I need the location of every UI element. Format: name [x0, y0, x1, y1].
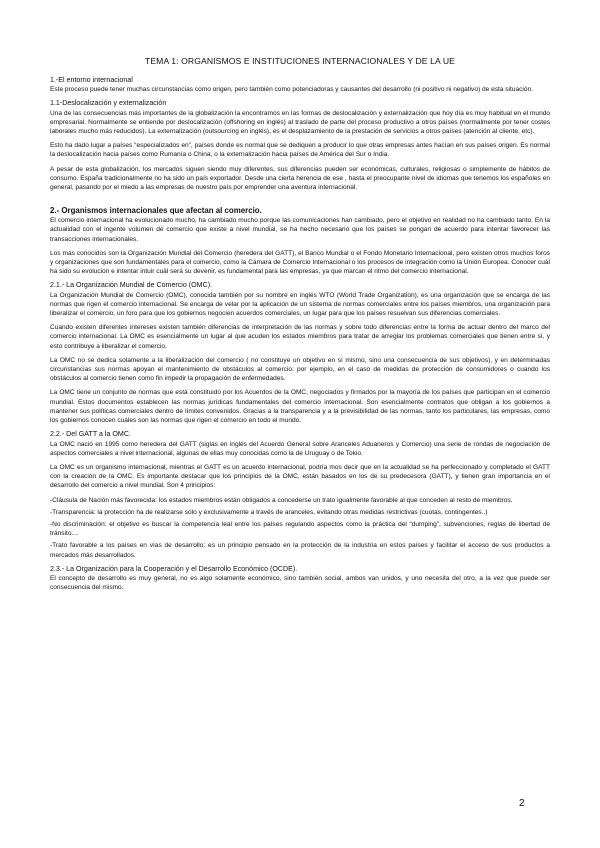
section-2-2-heading: 2.2.- Del GATT a la OMC.	[50, 430, 131, 439]
section-2-3-heading: 2.3.- La Organización para la Cooperación y el Desarrollo Económico (OCDE).	[50, 564, 298, 573]
document-page	[50, 56, 550, 597]
section-1-heading: 1.-El entorno internacional	[50, 76, 133, 84]
principle-item: -Trato favorable a los países en vías de desarrollo: es un principio pensado en la protección de la industria en estos países y facilitar el acceso de sus productos a mercados más desarrollados.	[50, 542, 550, 559]
section-1-paragraph: Este proceso puede tener muchas circunstancias como origen, pero también como potenciadoras y causantes del desarrollo (ni positivo ni negativo) de esta situación.	[50, 86, 533, 94]
section-2-paragraph-1: El comercio internacional ha evolucionado mucho, ha cambiado mucho porque las comunicaciones han cambiado, pero el objetivo en realidad no ha cambiado tanto. En la actualidad con el ingente volumen de comercio que existe a nivel mundial, se ha hecho necesario que los países se pongan de acuerdo para intentar favorecer las transacciones internacionales.	[50, 217, 550, 243]
section-1-1-paragraph-1: Una de las consecuencias más importantes de la globalización la encontramos en las formas de deslocalización y externalización que hoy día es muy habitual en el mundo empresarial. Normalmente se entiende por deslocalización (offshoring en inglés) al traslado de parte del proceso productivo a otros países (normalmente por tener costes laborales mucho más reducidos). La externalización (outsourcing en inglés), es el desplazamiento de la prestación de servicios a otros países (atención al cliente, etc).	[50, 109, 550, 136]
principle-item: -Transparencia: la protección ha de realizarse sólo y exclusivamente a través de aranceles, evitando otras medidas restrictivas (cuotas, contingentes..)	[50, 508, 488, 516]
page-number: 2	[519, 798, 525, 809]
section-2-heading: 2.- Organismos internacionales que afectan al comercio.	[50, 206, 262, 216]
principle-item: -Cláusula de Nación más favorecida: los estados miembros están obligados a concederse un trato igualmente favorable al que conceden al resto de miembros.	[50, 496, 513, 504]
principle-item: -No discriminación: el objetivo es buscar la competencia leal entre los países regulando aspectos como la práctica del “dumping”, subvenciones, reglas de libertad de tránsito....	[50, 520, 550, 538]
section-2-paragraph-2: Los más conocidos son la Organización Mundial del Comercio (heredera del GATT), el Banco Mundial o el Fondo Monetario Internacional, pero existen otros muchos foros y organizaciones que son fundamentales para el comercio, como la Cámara de Comercio Internacional o los procesos de integración como la Unión Europea. Conocer cuál ha sido su evolución e intentar intuir cuál será su devenir, es fundamental para las empresas, ya que marcan el ritmo del comercio internacional.	[50, 249, 550, 276]
section-2-1-paragraph-3: La OMC no se dedica solamente a la liberalización del comercio ( no constituye un objetivo en sí mismo, sino una consecuencia de sus objetivos), y en determinadas circunstancias sus normas apoyan el mantenimiento de obstáculos al comercio: por ejemplo, en el caso de medidas de protección de consumidores o cuando los obstáculos al comercio tienen como fin impedir la propagación de enfermedades.	[50, 356, 550, 383]
section-2-1-paragraph-2: Cuando existen diferentes intereses existen también diferencias de interpretación de las normas y sobre todo diferencias entre la forma de actuar dentro del marco del comercio internacional. La OMC es esencialmente un lugar al que acuden los estados miembros para tratar de arreglar los problemas comerciales que tienen entre sí, y esto contribuye a liberalizar el comercio.	[50, 324, 550, 350]
section-1-1-paragraph-3: A pesar de esta globalización, los mercados siguen siendo muy diferentes, sus diferencias pueden ser económicas, culturales, religiosas o simplemente de hábitos de consumo. España tradicionalmente no ha sido un país exportador. Desde una cierta herencia de ese , hasta el preocupante nivel de idiomas que tenemos los españoles en general, pasando por el miedo a las empresas de nuestro país por emprender una aventura internacional.	[50, 165, 550, 192]
section-2-3-paragraph-1: El concepto de desarrollo es muy general, no es algo solamente económico, sino también social, ambos van unidos, y uno necesita del otro, a la vez que puede ser consecuencia del mismo.	[50, 574, 550, 592]
section-2-2-paragraph-2: La OMC es un organismo internacional, mientras el GATT es un acuerdo internacional, podría mos decir que en la actualidad se ha perfeccionado y completado el GATT con la creación de la OMC. Es importante destacar que los principios de la OMC, están basados en los de su predecesora (GATT), y tienen gran importancia en el desarrollo del comercio a nivel mundial. Son 4 principios:	[50, 463, 550, 490]
section-2-1-paragraph-1: La Organización Mundial de Comercio (OMC), conocida también por su nombre en inglés WTO (World Trade Organization), es una organización que se encarga de las normas que rigen el comercio internacional. Se encarga de velar por la aplicación de un sistema de normas comerciales entre los países miembros, una organización para liberalizar el comercio, un foro para que los gobiernos negocien acuerdos comerciales, un lugar para que los países resuelvan sus diferencias comerciales.	[50, 291, 550, 318]
page-title: TEMA 1: ORGANISMOS E INSTITUCIONES INTERNACIONALES Y DE LA UE	[145, 56, 455, 66]
section-2-2-paragraph-1: La OMC nació en 1995 como heredera del GATT (siglas en inglés del Acuerdo General sobre Aranceles Aduaneros y Comercio) una serie de rondas de negociación de aspectos comerciales a nivel internacional, algunas de ellas muy conocidas como la de Uruguay o de Tokio.	[50, 440, 550, 457]
section-2-1-heading: 2.1.- La Organización Mundial de Comercio (OMC).	[50, 281, 213, 290]
section-1-1-heading: 1.1-Deslocalización y externalización	[50, 99, 167, 108]
section-2-1-paragraph-4: La OMC tiene un conjunto de normas que está constituido por los Acuerdos de la OMC, negociados y firmados por la mayoría de los países que participan en el comercio mundial. Estos documentos establecen las normas jurídicas fundamentales del comercio internacional. Son esencialmente contratos que obligan a los gobiernos a mantener sus políticas comerciales dentro de límites convenidos. Gracias a la transparencia y a la previsibilidad de las normas, tanto los particulares, las empresas, como los gobiernos conocen cuáles son las normas que rigen el comercio en todo el mundo.	[50, 389, 550, 425]
section-1-1-paragraph-2: Esto ha dado lugar a países “especializados en”, países donde es normal que se dediquen a producir lo que otras empresas antes hacían en sus países origen. Es normal la deslocalización hacia países como Rumanía o China, o la externalización hacia países de América del Sur o India.	[50, 142, 550, 159]
